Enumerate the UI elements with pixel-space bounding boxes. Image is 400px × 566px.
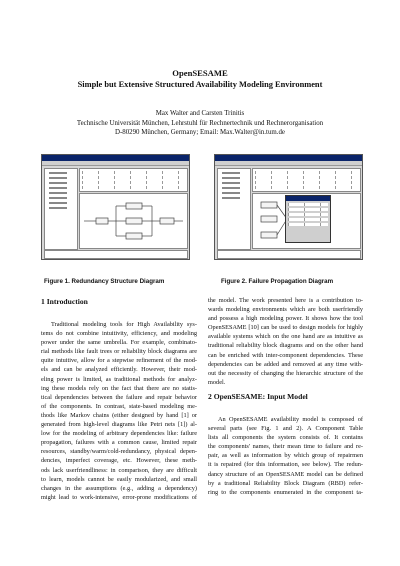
- text-line: ods lack userfriendliness: in comparison, they are difficult: [41, 466, 197, 474]
- text-line: several parts (see Fig. 1 and 2). A Component Table: [208, 425, 363, 433]
- text-line: wards modeling environments which are both userfriendly: [208, 306, 363, 314]
- figure-window-menubar: [215, 161, 362, 166]
- figure-2-screenshot: [214, 154, 363, 260]
- figure-component-table: [79, 168, 188, 192]
- text-line: to learn, models cannot be easily modularized, and small: [41, 475, 197, 483]
- text-line: changes in the assumptions (e.g., adding a dependency): [41, 484, 197, 492]
- rbd-diagram: [80, 194, 187, 248]
- section-heading-input-model: 2 OpenSESAME: Input Model: [208, 392, 308, 401]
- figure-rbd-canvas: [79, 193, 188, 249]
- text-line: ing these models rely on the fact that there are no statis-: [41, 384, 197, 392]
- figure-tree-panel: [44, 168, 78, 250]
- text-line: propagation, failures with a common cause, limited repair: [41, 439, 197, 447]
- text-line: tems do not combine intuitivity, efficiency, and modeling: [41, 330, 197, 338]
- figure-window-menubar: [42, 161, 189, 166]
- figure-property-dialog: [285, 195, 331, 243]
- text-line: the components' names, their mean time to failure and re-: [208, 443, 363, 451]
- affiliation: Technische Universität München, Lehrstuhl für Rechnertechnik und Rechnerorganisation: [76, 119, 324, 127]
- figure-2-caption: Figure 2. Failure Propagation Diagram: [221, 278, 334, 285]
- text-line: tical dependencies between the failure and repair behavior: [41, 393, 197, 401]
- figure-component-table: [252, 168, 361, 192]
- figure-status-panel: [217, 250, 361, 259]
- text-line: An OpenSESAME availability model is composed of: [218, 416, 363, 423]
- text-line: eling power is limited, as traditional methods for analyz-: [41, 375, 197, 383]
- text-line: pair, as well as information by which group of repairmen: [208, 452, 363, 460]
- text-line: generated from high-level diagrams like Petri nets [1]) al-: [41, 421, 197, 429]
- text-line: resources, standby/warm/cold-redundancy, physical depen-: [41, 448, 197, 456]
- text-line: dancy structure of an OpenSESAME model can be defined: [208, 470, 363, 478]
- text-line: dencies, imperfect coverage, etc. However, these meth-: [41, 457, 197, 465]
- text-line: Traditional modeling tools for High Availability sys-: [51, 321, 197, 328]
- figure-1-caption: Figure 1. Redundancy Structure Diagram: [44, 278, 165, 285]
- paper-subtitle: Simple but Extensive Structured Availability Modeling Environment: [77, 80, 323, 89]
- text-line: the model. The work presented here is a contribution to-: [208, 297, 363, 304]
- text-line: out the necessity of changing the hierarchic structure of the: [208, 369, 363, 377]
- text-line: it is repaired (for this information, see below). The redun-: [208, 461, 363, 469]
- figure-status-panel: [44, 250, 188, 259]
- address-email: D-80290 München, Germany; Email: Max.Walter@in.tum.de: [115, 129, 285, 137]
- text-line: of the components. In contrast, state-based modeling me-: [41, 402, 197, 410]
- text-line: ring to the components enumerated in the component ta-: [208, 488, 363, 496]
- text-line: rial methods like fault trees or reliability block diagrams are: [41, 348, 197, 356]
- text-line: low for the modeling of arbitrary dependencies like: failure: [41, 430, 197, 438]
- text-line: by a traditional Reliability Block Diagram (RBD) refer-: [208, 479, 363, 487]
- text-line: can be enriched with inter-component dependencies. These: [208, 351, 363, 359]
- paper-title: OpenSESAME: [172, 68, 228, 78]
- text-line: OpenSESAME [10] can be used to design models for highly: [208, 324, 363, 332]
- author-block: [0, 109, 400, 138]
- right-column-text-bottom: [208, 415, 363, 497]
- author-names: Max Walter and Carsten Trinitis: [155, 110, 245, 117]
- text-line: lists all components the system consists of. It contains: [208, 434, 363, 442]
- text-line: power under the same umbrella. For example, combinato-: [41, 339, 197, 347]
- text-line: els and can be analyzed efficiently. However, their mod-: [41, 366, 197, 374]
- text-line: thods like Markov chains (either designed by hand [1] or: [41, 411, 197, 419]
- text-line: available systems which on the one hand are as intuitive as: [208, 333, 363, 341]
- figure-1-screenshot: [41, 154, 190, 260]
- text-line: model.: [208, 378, 226, 386]
- right-column-text-top: [208, 296, 363, 387]
- text-line: and possess a high modeling power. It shows how the tool: [208, 315, 363, 323]
- text-line: dependencies can be added and removed at any time with-: [208, 360, 363, 368]
- left-column-text: [41, 320, 197, 502]
- text-line: might lead to work-intensive, error-prone modifications of: [41, 493, 197, 501]
- text-line: traditional reliability block diagrams and on the other hand: [208, 342, 363, 350]
- section-heading-introduction: 1 Introduction: [41, 297, 88, 306]
- text-line: quite intuitive, allow for a stepwise refinement of the mod-: [41, 357, 197, 365]
- figure-tree-panel: [217, 168, 251, 250]
